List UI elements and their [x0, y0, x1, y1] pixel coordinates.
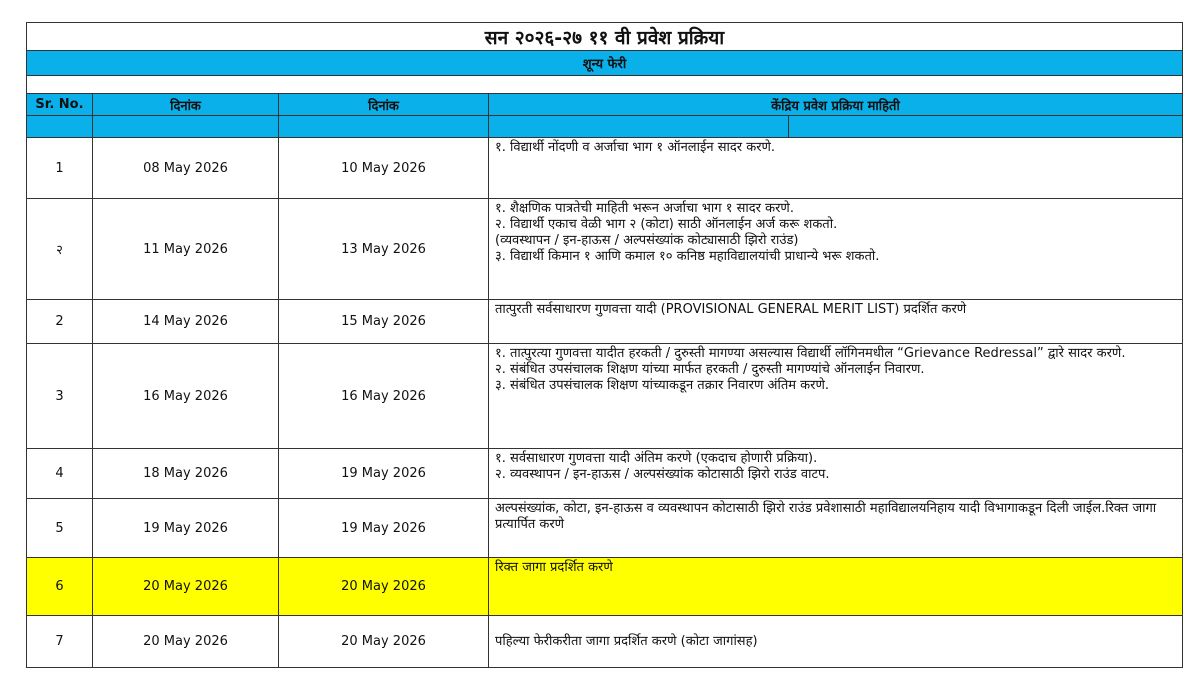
sr-no-cell: 6 [27, 558, 93, 616]
info-cell [489, 300, 1183, 344]
round-banner: शून्य फेरी [27, 51, 1183, 76]
date-from-cell: 18 May 2026 [93, 449, 279, 499]
date-to-cell: 10 May 2026 [279, 138, 489, 199]
date-to-cell: 20 May 2026 [279, 558, 489, 616]
info-line: १. शैक्षणिक पात्रतेची माहिती भरून अर्जाचा भाग १ सादर करणे. [495, 201, 794, 216]
info-cell [489, 616, 1183, 668]
info-cell [489, 558, 1183, 616]
info-line: १. तात्पुरत्या गुणवत्ता यादीत हरकती / दुरुस्ती मागण्या असल्यास विद्यार्थी लॉगिनमधील “Grievance Redressal” द्वारे सादर करणे. [495, 346, 1126, 361]
sr-no-cell: 3 [27, 344, 93, 449]
info-line: २. विद्यार्थी एकाच वेळी भाग २ (कोटा) साठी ऑनलाईन अर्ज करू शकतो. [495, 217, 838, 232]
sr-no-cell: 5 [27, 499, 93, 558]
info-line: अल्पसंख्यांक, कोटा, इन-हाऊस व व्यवस्थापन कोटासाठी झिरो राउंड प्रवेशासाठी महाविद्यालयनिहाय यादी विभागाकडून दिली जाईल.रिक्त जागा प्रत्यार्पित करणे [495, 501, 1157, 532]
blue-blank-cell [489, 116, 1183, 138]
header-date-to: दिनांक [279, 94, 489, 116]
info-cell [489, 138, 1183, 199]
sr-no-cell: 1 [27, 138, 93, 199]
sr-no-cell: २ [27, 199, 93, 300]
sr-no-cell: 7 [27, 616, 93, 668]
sheet-title: सन २०२६-२७ ११ वी प्रवेश प्रक्रिया [27, 23, 1183, 51]
date-to-cell: 19 May 2026 [279, 449, 489, 499]
date-to-cell: 16 May 2026 [279, 344, 489, 449]
header-sr-no: Sr. No. [27, 94, 93, 116]
info-cell [489, 449, 1183, 499]
info-line: रिक्त जागा प्रदर्शित करणे [495, 560, 613, 575]
date-to-cell: 13 May 2026 [279, 199, 489, 300]
info-cell [489, 499, 1183, 558]
header-info: केंद्रिय प्रवेश प्रक्रिया माहिती [489, 94, 1183, 116]
date-to-cell: 20 May 2026 [279, 616, 489, 668]
info-line: १. विद्यार्थी नोंदणी व अर्जाचा भाग १ ऑनलाईन सादर करणे. [495, 140, 776, 155]
sr-no-cell: 2 [27, 300, 93, 344]
date-from-cell: 20 May 2026 [93, 616, 279, 668]
blue-blank-cell [27, 116, 93, 138]
blue-blank-cell [93, 116, 279, 138]
date-from-cell: 19 May 2026 [93, 499, 279, 558]
info-line: १. सर्वसाधारण गुणवत्ता यादी अंतिम करणे (एकदाच होणारी प्रक्रिया). [495, 451, 818, 466]
info-line: २. संबंधित उपसंचालक शिक्षण यांच्या मार्फत हरकती / दुरुस्ती मागण्यांचे ऑनलाईन निवारण. [495, 362, 925, 377]
sr-no-cell: 4 [27, 449, 93, 499]
date-to-cell: 15 May 2026 [279, 300, 489, 344]
info-line: तात्पुरती सर्वसाधारण गुणवत्ता यादी (PROVISIONAL GENERAL MERIT LIST) प्रदर्शित करणे [495, 302, 967, 317]
info-cell [489, 344, 1183, 449]
admission-schedule-sheet [26, 22, 1183, 668]
spacer-row [27, 76, 1183, 94]
date-from-cell: 20 May 2026 [93, 558, 279, 616]
date-from-cell: 11 May 2026 [93, 199, 279, 300]
info-line: (व्यवस्थापन / इन-हाऊस / अल्पसंख्यांक कोट्यासाठी झिरो राउंड) [495, 233, 799, 248]
date-to-cell: 19 May 2026 [279, 499, 489, 558]
info-line: २. व्यवस्थापन / इन-हाऊस / अल्पसंख्यांक कोटासाठी झिरो राउंड वाटप. [495, 467, 830, 482]
info-cell [489, 199, 1183, 300]
info-line: ३. संबंधित उपसंचालक शिक्षण यांच्याकडून तक्रार निवारण अंतिम करणे. [495, 378, 829, 393]
date-from-cell: 08 May 2026 [93, 138, 279, 199]
info-line: ३. विद्यार्थी किमान १ आणि कमाल १० कनिष्ठ महाविद्यालयांची प्राधान्ये भरू शकतो. [495, 249, 880, 264]
blue-blank-cell [279, 116, 489, 138]
info-line: पहिल्या फेरीकरीता जागा प्रदर्शित करणे (कोटा जागांसह) [495, 633, 758, 649]
date-from-cell: 14 May 2026 [93, 300, 279, 344]
date-from-cell: 16 May 2026 [93, 344, 279, 449]
header-date-from: दिनांक [93, 94, 279, 116]
